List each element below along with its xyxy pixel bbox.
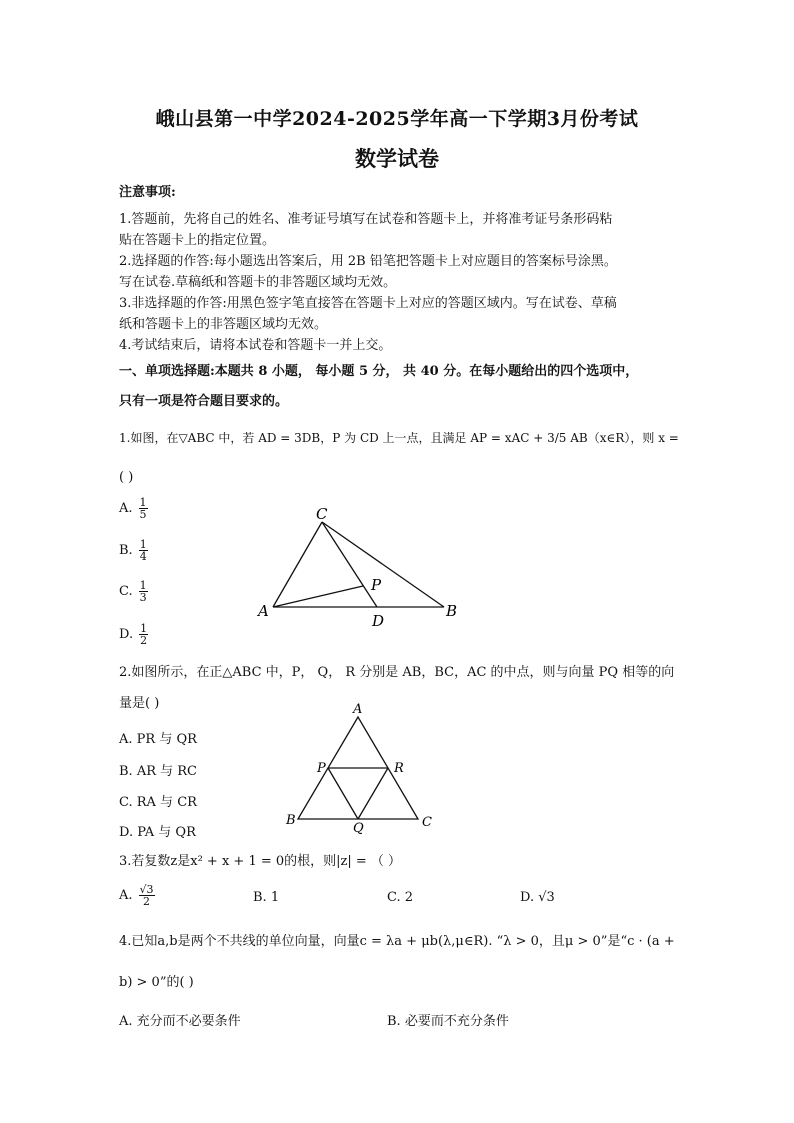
- q4-option-a: A. 充分而不必要条件: [119, 1014, 241, 1029]
- notice-heading: 注意事项:: [119, 185, 176, 200]
- segment-pq: [328, 768, 358, 819]
- label-b: B: [286, 813, 296, 828]
- q1-option-d: D. $\frac{1}{2}$: [119, 622, 148, 647]
- segment-rq: [358, 768, 388, 819]
- segment-ac: [273, 522, 322, 607]
- label-c: C: [316, 505, 328, 523]
- label-c: C: [422, 815, 432, 830]
- exam-subtitle: 数学试卷: [355, 146, 439, 171]
- exam-title: 峨山县第一中学2024-2025学年高一下学期3月份考试: [155, 108, 639, 130]
- label-b: B: [446, 602, 458, 620]
- q4-option-b: B. 必要而不充分条件: [387, 1014, 509, 1029]
- q3-option-c: C. 2: [387, 890, 414, 905]
- section-heading: 一、单项选择题:本题共 8 小题， 每小题 5 分， 共 40 分。在每小题给出的四个选项中，: [119, 364, 639, 379]
- q2-stem: 2.如图所示，在正△ABC 中，P， Q， R 分别是 AB，BC，AC 的中点，则与向量 PQ 相等的向: [119, 665, 675, 680]
- q2-option-a: A. PR 与 QR: [119, 732, 197, 747]
- segment-ap: [273, 586, 363, 607]
- segment-cb: [322, 522, 444, 607]
- q2-option-b: B. AR 与 RC: [119, 764, 197, 779]
- notice-line: 3.非选择题的作答:用黑色签字笔直接答在答题卡上对应的答题区域内。写在试卷、草稿: [119, 296, 617, 311]
- label-d: D: [372, 612, 385, 630]
- q4-stem-cont: b) > 0”的( ): [119, 975, 194, 990]
- q2-triangle-figure: [280, 700, 440, 835]
- notice-line: 2.选择题的作答:每小题选出答案后，用 2B 铅笔把答题卡上对应题目的答案标号涂黑。: [119, 254, 617, 269]
- q3-stem: 3.若复数z是x² + x + 1 = 0的根，则|z| = （ ）: [119, 854, 402, 869]
- q1-option-c: C. $\frac{1}{3}$: [119, 579, 147, 604]
- label-p: P: [371, 576, 382, 594]
- q3-option-b: B. 1: [253, 890, 280, 905]
- q1-triangle-figure: [250, 500, 480, 635]
- notice-line: 4.考试结束后，请将本试卷和答题卡一并上交。: [119, 338, 392, 353]
- q3-option-d: D. √3: [520, 890, 555, 905]
- notice-line: 贴在答题卡上的指定位置。: [119, 233, 276, 248]
- q2-stem-cont: 量是( ): [119, 696, 160, 711]
- q1-option-a: A. $\frac{1}{5}$: [119, 496, 147, 521]
- q4-stem: 4.已知a,b是两个不共线的单位向量，向量c = λa + μb(λ,μ∈R). “λ > 0，且μ > 0”是“c · (a +: [119, 934, 675, 949]
- label-r: R: [394, 761, 404, 776]
- label-p: P: [317, 761, 326, 776]
- label-a: A: [353, 702, 363, 717]
- notice-line: 纸和答题卡上的非答题区域均无效。: [119, 317, 328, 332]
- section-heading-cont: 只有一项是符合题目要求的。: [119, 394, 289, 409]
- label-q: Q: [353, 821, 364, 835]
- q3-option-a: A. $\frac{√3}{2}$: [119, 883, 154, 908]
- q1-paren: ( ): [119, 470, 134, 485]
- notice-line: 1.答题前，先将自己的姓名、准考证号填写在试卷和答题卡上，并将准考证号条形码粘: [119, 212, 613, 227]
- q1-stem: 1.如图，在▽ABC 中，若 AD = 3DB，P 为 CD 上一点，且满足 AP = xAC + 3/5 AB（x∈R），则 x =: [119, 431, 679, 445]
- q2-option-c: C. RA 与 CR: [119, 795, 197, 810]
- label-a: A: [258, 602, 269, 620]
- q2-option-d: D. PA 与 QR: [119, 825, 196, 840]
- q1-option-b: B. $\frac{1}{4}$: [119, 538, 147, 563]
- notice-line: 写在试卷.草稿纸和答题卡的非答题区域均无效。: [119, 275, 397, 290]
